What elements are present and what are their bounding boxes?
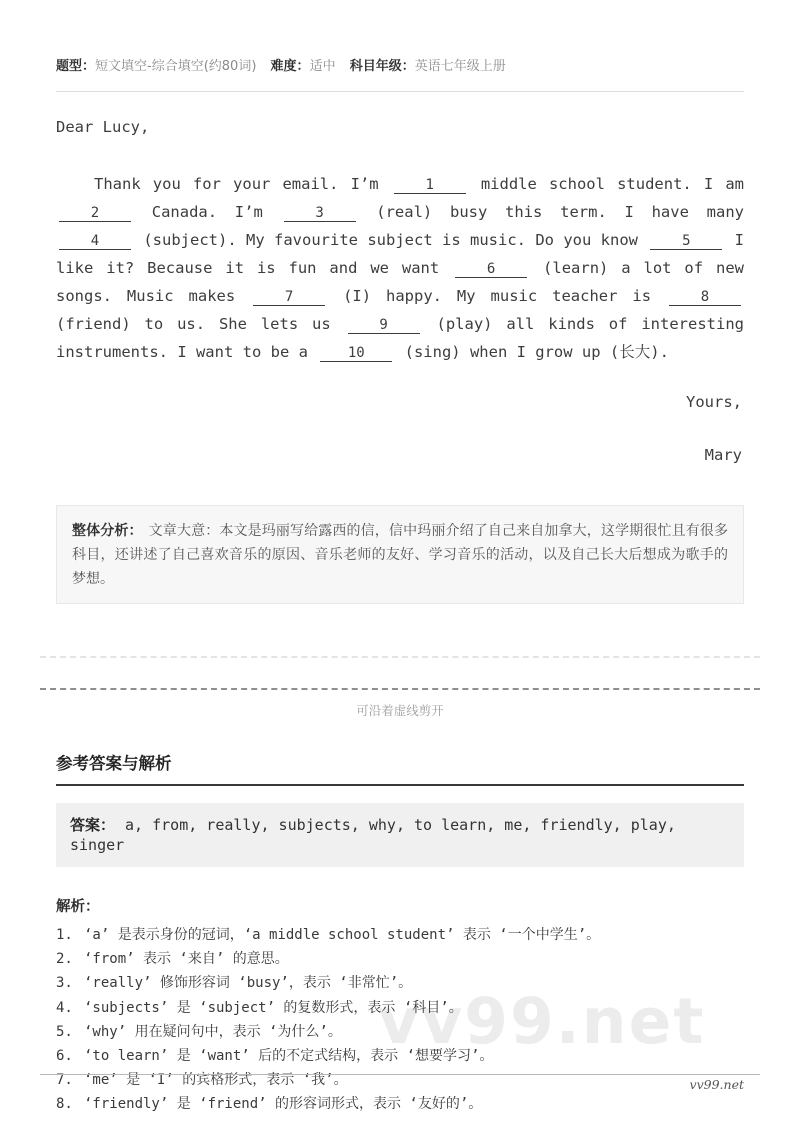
explanation-text: ‘why’ 用在疑问句中，表示 ‘为什么’。 (84, 1023, 342, 1040)
explanation-number: 1. (56, 927, 73, 943)
answer-label: 答案： (70, 816, 116, 834)
letter-text-run: (sing) when I grow up (长大). (395, 343, 669, 361)
letter-text-run: Canada. I’m (134, 203, 281, 221)
overall-analysis-text: 文章大意：本文是玛丽写给露西的信，信中玛丽介绍了自己来自加拿大，这学期很忙且有很多科目，还讲述了自己喜欢音乐的原因、音乐老师的友好、学习音乐的活动，以及自己长大后想成为歌手的梦想。 (72, 523, 729, 587)
letter-text-run: (play) all kinds of interesting instruments. I want to be a (56, 315, 744, 361)
meta-question-type (56, 59, 256, 74)
answers-section (56, 750, 744, 1117)
footer-site-text: vv99.net (689, 1077, 744, 1092)
explanation-text: ‘friendly’ 是 ‘friend’ 的形容词形式，表示 ‘友好的’。 (84, 1096, 483, 1113)
letter-body (56, 170, 744, 366)
explanation-item (56, 971, 744, 995)
answer-text: a, from, really, subjects, why, to learn, me, friendly, play, singer (70, 816, 676, 854)
explanation-number: 5. (56, 1023, 73, 1040)
letter-text-run: (learn) a lot of new songs. Music makes (56, 259, 744, 305)
blank-2: 2 (59, 205, 131, 222)
letter-closing: Yours, (686, 393, 742, 411)
explanation-number: 4. (56, 999, 73, 1016)
explanation-text: ‘a’ 是表示身份的冠词，‘a middle school student’ 表示 ‘一个中学生’。 (84, 927, 601, 943)
answer-box (56, 803, 744, 867)
overall-analysis-label: 整体分析： (72, 523, 143, 539)
blank-1: 1 (394, 177, 466, 194)
explanation-item (56, 947, 744, 971)
overall-analysis-box (56, 505, 744, 604)
question-meta-header (56, 58, 744, 76)
blank-3: 3 (284, 205, 356, 222)
letter-signature: Mary (704, 446, 742, 464)
blank-10: 10 (320, 345, 392, 362)
explanation-item (56, 923, 744, 947)
explanation-text: ‘subjects’ 是 ‘subject’ 的复数形式，表示 ‘科目’。 (84, 999, 463, 1016)
letter-text-run: (I) happy. My music teacher is (328, 287, 666, 305)
blank-5: 5 (650, 233, 722, 250)
explanation-number: 6. (56, 1048, 73, 1065)
explanation-number: 2. (56, 951, 73, 968)
header-divider (56, 91, 744, 92)
blank-4: 4 (59, 233, 131, 250)
letter (56, 113, 744, 469)
meta-value-subject-grade: 英语七年级上册 (414, 59, 506, 74)
explanation-item (56, 1044, 744, 1068)
meta-label-difficulty: 难度： (270, 59, 310, 74)
blank-6: 6 (455, 261, 527, 278)
meta-value-difficulty: 适中 (309, 59, 336, 74)
explanation-text: ‘from’ 表示 ‘来自’ 的意思。 (84, 951, 289, 968)
page-footer (40, 1074, 760, 1092)
cut-line-hint: 可沿着虚线剪开 (356, 703, 444, 718)
blank-9: 9 (348, 317, 420, 334)
answers-section-title: 参考答案与解析 (56, 750, 744, 786)
site-watermark: vv99.net (378, 985, 706, 1058)
letter-text-run: middle school student. I am (468, 175, 744, 193)
explanation-number: 8. (56, 1096, 73, 1113)
blank-8: 8 (669, 289, 741, 306)
explanation-item (56, 1092, 744, 1116)
meta-label-type: 题型： (56, 59, 96, 74)
dashed-cut-line (40, 688, 760, 690)
meta-difficulty (271, 59, 336, 74)
explanation-text: ‘really’ 修饰形容词 ‘busy’，表示 ‘非常忙’。 (84, 975, 413, 992)
explanation-number: 3. (56, 975, 73, 992)
dashed-line-light (40, 656, 760, 658)
explanation-item (56, 1020, 744, 1044)
explanation-item (56, 996, 744, 1020)
letter-text-run: (subject). My favourite subject is music. Do you know (134, 231, 648, 249)
meta-value-type: 短文填空-综合填空(约80词) (95, 59, 257, 74)
letter-text-run: Thank you for your email. I’m (94, 175, 391, 193)
explanation-text: ‘me’ 是 ‘I’ 的宾格形式，表示 ‘我’。 (84, 1072, 348, 1089)
letter-salutation: Dear Lucy, (56, 118, 150, 136)
blank-7: 7 (253, 289, 325, 306)
explanation-number: 7. (56, 1072, 73, 1089)
letter-text-run: (friend) to us. She lets us (56, 315, 345, 333)
explanation-text: ‘to learn’ 是 ‘want’ 后的不定式结构，表示 ‘想要学习’。 (84, 1048, 494, 1065)
letter-text-run: I like it? Because it is fun and we want (56, 231, 744, 277)
meta-subject-grade (350, 59, 506, 74)
explanation-label: 解析： (56, 899, 100, 915)
meta-label-subject-grade: 科目年级： (349, 59, 415, 74)
letter-text-run: (real) busy this term. I have many (358, 203, 744, 221)
